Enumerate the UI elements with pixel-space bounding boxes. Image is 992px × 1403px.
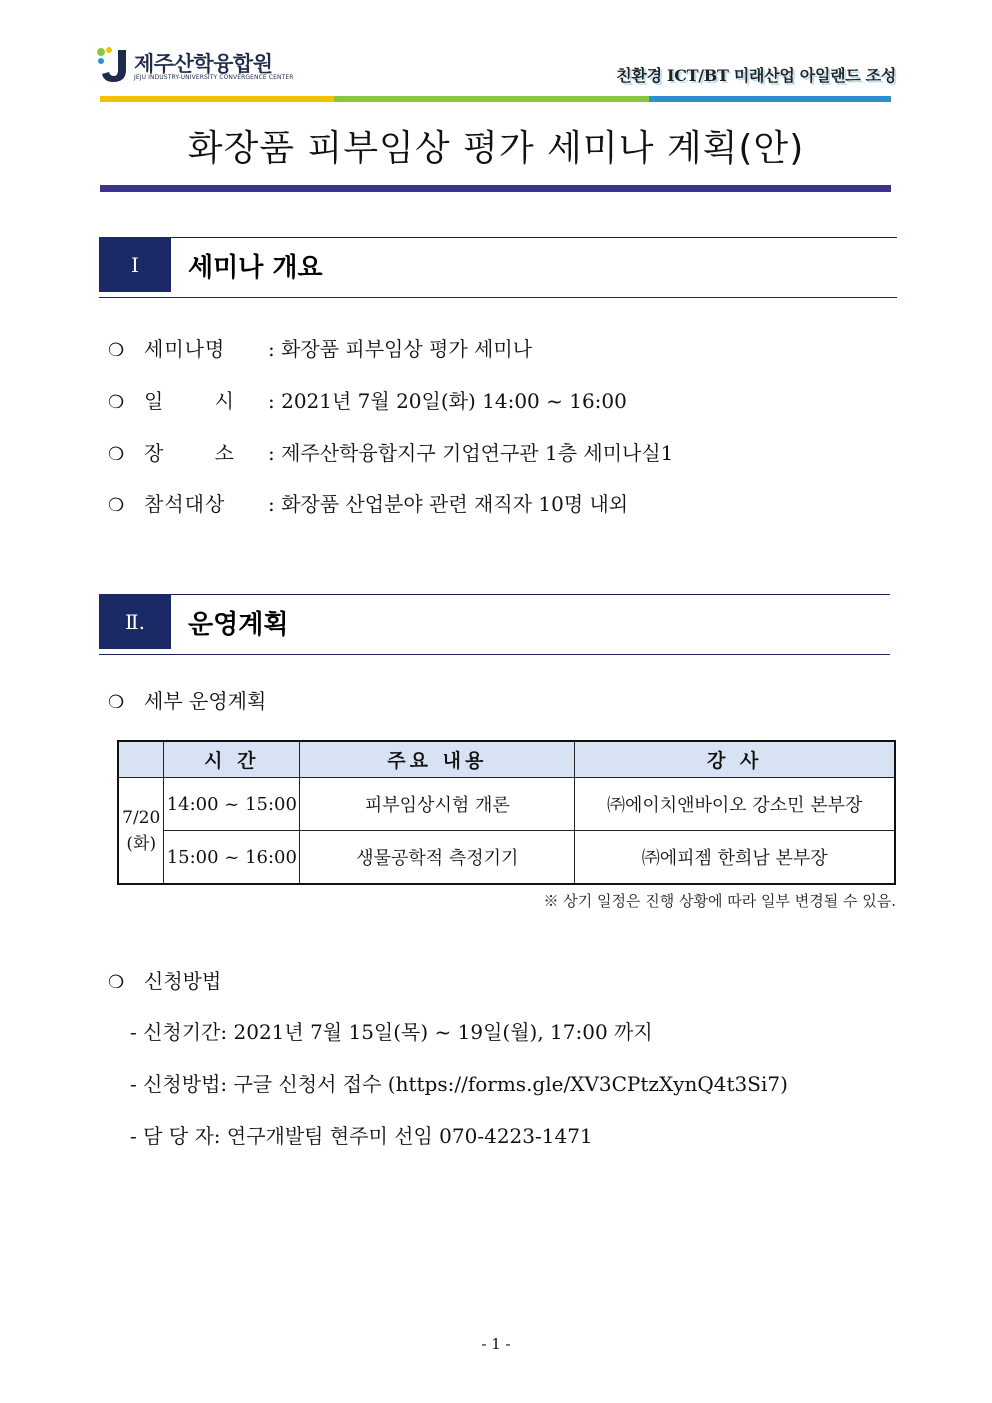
color-bar-blue xyxy=(649,96,891,102)
table-header-time: 시 간 xyxy=(164,741,300,778)
table-row xyxy=(118,778,895,831)
section2-number: Ⅱ. xyxy=(99,594,171,649)
content-cell: 피부임상시험 개론 xyxy=(300,778,575,831)
slogan: 친환경 ICT/BT 미래산업 아일랜드 조성 xyxy=(616,66,896,85)
table-header-blank xyxy=(118,741,164,778)
speaker-cell: ㈜에피젬 한희남 본부장 xyxy=(575,831,895,885)
table-row xyxy=(118,831,895,885)
page-number: - 1 - xyxy=(481,1335,511,1353)
bullet-icon: ❍ xyxy=(108,392,125,413)
speaker-cell: ㈜에이치앤바이오 강소민 본부장 xyxy=(575,778,895,831)
overview-item-audience: ❍ 참석대상 : 화장품 산업분야 관련 재직자 10명 내외 xyxy=(108,492,629,516)
logo-name: 제주산학융합원 xyxy=(134,52,273,76)
time-cell: 15:00 ~ 16:00 xyxy=(164,831,300,885)
color-bar-green xyxy=(334,96,649,102)
title-underline xyxy=(100,185,891,192)
section1-title: 세미나 개요 xyxy=(188,253,323,283)
apply-contact: - 담 당 자: 연구개발팀 현주미 선임 070-4223-1471 xyxy=(130,1124,593,1148)
content-cell: 생물공학적 측정기기 xyxy=(300,831,575,885)
plan-bullet: ❍ 세부 운영계획 xyxy=(108,689,267,713)
section1-bottom-line xyxy=(99,297,897,298)
apply-method: - 신청방법: 구글 신청서 접수 (https://forms.gle/XV3CPtzXynQ4t3Si7) xyxy=(130,1072,788,1096)
page-title: 화장품 피부임상 평가 세미나 계획(안) xyxy=(187,128,805,169)
color-bar-yellow xyxy=(100,96,334,102)
section2-top-line xyxy=(99,594,890,595)
overview-item-place: ❍ 장 소 : 제주산학융합지구 기업연구관 1층 세미나실1 xyxy=(108,441,674,465)
logo-subtitle: JEJU INDUSTRY-UNIVERSITY CONVERGENCE CENTER xyxy=(134,74,294,81)
logo-icon xyxy=(96,46,132,84)
table-header-row xyxy=(118,741,895,778)
section2-title: 운영계획 xyxy=(188,610,289,640)
table-header-content: 주요 내용 xyxy=(300,741,575,778)
section1-top-line xyxy=(99,237,897,238)
schedule-note: ※ 상기 일정은 진행 상황에 따라 일부 변경될 수 있음. xyxy=(543,892,896,910)
apply-period: - 신청기간: 2021년 7월 15일(목) ~ 19일(월), 17:00 까지 xyxy=(130,1020,653,1044)
time-cell: 14:00 ~ 15:00 xyxy=(164,778,300,831)
bullet-icon: ❍ xyxy=(108,972,125,993)
bullet-icon: ❍ xyxy=(108,340,125,361)
date-cell: 7/20 (화) xyxy=(118,778,164,885)
overview-item-name: ❍ 세미나명 : 화장품 피부임상 평가 세미나 xyxy=(108,337,533,361)
bullet-icon: ❍ xyxy=(108,692,125,713)
bullet-icon: ❍ xyxy=(108,444,125,465)
table-header-speaker: 강 사 xyxy=(575,741,895,778)
overview-item-date: ❍ 일 시 : 2021년 7월 20일(화) 14:00 ~ 16:00 xyxy=(108,389,627,413)
apply-bullet: ❍ 신청방법 xyxy=(108,969,222,993)
bullet-icon: ❍ xyxy=(108,495,125,516)
section2-bottom-line xyxy=(99,654,890,655)
section1-number: Ⅰ xyxy=(99,237,171,292)
schedule-table xyxy=(117,740,896,885)
